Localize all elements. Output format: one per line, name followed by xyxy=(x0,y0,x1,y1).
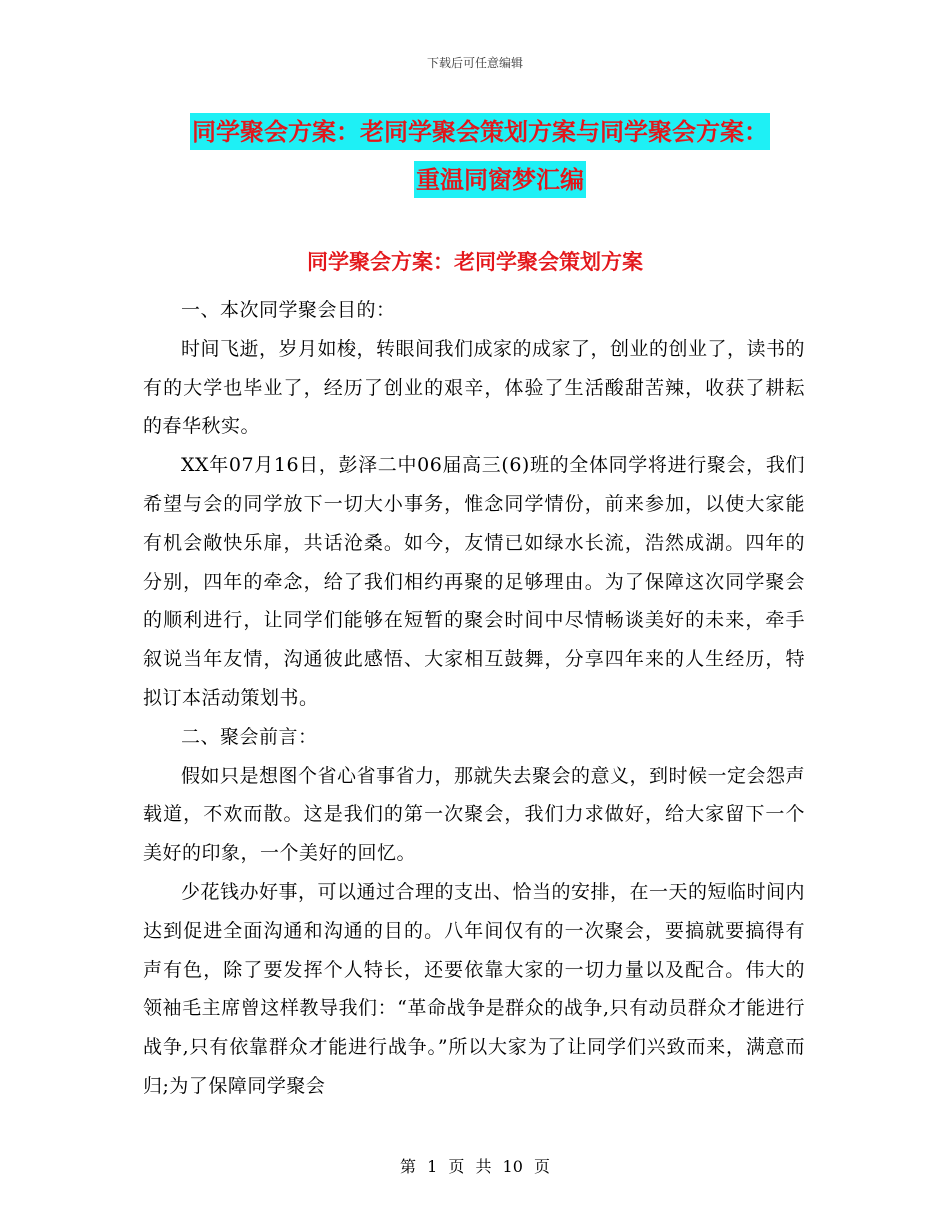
header-note: 下载后可任意编辑 xyxy=(426,56,523,70)
page-number: 第 1 页 共 10 页 xyxy=(400,1157,550,1176)
heading-purpose: 一、本次同学聚会目的： xyxy=(181,299,396,321)
title-line-1: 同学聚会方案：老同学聚会策划方案与同学聚会方案： xyxy=(190,113,770,150)
document-body xyxy=(143,291,805,1106)
paragraph: XX年07月16日，彭泽二中06届高三(6)班的全体同学将进行聚会，我们希望与会的同学放下一切大小事务，惟念同学情份，前来参加，以使大家能有机会敞快乐扉，共话沧桑。如今，友情已如绿水长流，浩然成湖。四年的分别，四年的牵念，给了我们相约再聚的足够理由。为了保障这次同学聚会的顺利进行，让同学们能够在短暂的聚会时间中尽情畅谈美好的未来，牵手叙说当年友情，沟通彼此感悟、大家相互鼓舞，分享四年来的人生经历，特拟订本活动策划书。 xyxy=(143,454,805,709)
title-line-2: 重温同窗梦汇编 xyxy=(414,161,586,198)
document-title xyxy=(190,108,830,204)
paragraph: 时间飞逝，岁月如梭，转眼间我们成家的成家了，创业的创业了，读书的有的大学也毕业了，经历了创业的艰辛，体验了生活酸甜苦辣，收获了耕耘的春华秋实。 xyxy=(143,337,806,438)
paragraph: 假如只是想图个省心省事省力，那就失去聚会的意义，到时候一定会怨声载道，不欢而散。这是我们的第一次聚会，我们力求做好，给大家留下一个美好的印象，一个美好的回忆。 xyxy=(143,764,806,865)
heading-preface: 二、聚会前言： xyxy=(181,725,318,748)
paragraph: 少花钱办好事，可以通过合理的支出、恰当的安排，在一天的短临时间内达到促进全面沟通和沟通的目的。八年间仅有的一次聚会，要搞就要搞得有声有色，除了要发挥个人特长，还要依靠大家的一切力量以及配合。伟大的领袖毛主席曾这样教导我们：“革命战争是群众的战争,只有动员群众才能进行战争,只有依靠群众才能进行战争。”所以大家为了让同学们兴致而来，满意而归;为了保障同学聚会 xyxy=(143,880,806,1097)
section-title: 同学聚会方案：老同学聚会策划方案 xyxy=(307,249,643,274)
